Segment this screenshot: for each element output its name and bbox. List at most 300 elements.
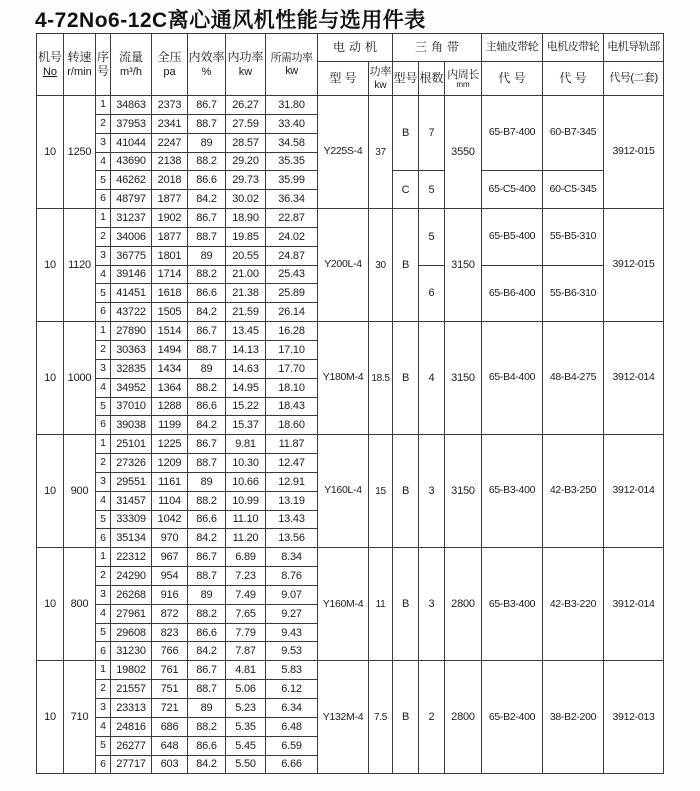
flow-cell: 31237 bbox=[111, 209, 152, 228]
internal-power-cell: 7.23 bbox=[226, 567, 266, 586]
internal-power-cell: 29.20 bbox=[226, 152, 266, 171]
rail-code-cell: 3912-015 bbox=[604, 209, 664, 322]
required-power-cell: 22.87 bbox=[266, 209, 318, 228]
required-power-cell: 9.07 bbox=[266, 585, 318, 604]
header-belt-count: 根数 bbox=[419, 62, 445, 96]
motor-model-cell: Y132M-4 bbox=[318, 661, 369, 774]
motor-power-cell: 11 bbox=[369, 548, 393, 661]
row-index-cell: 6 bbox=[96, 529, 111, 548]
pressure-cell: 2247 bbox=[152, 133, 188, 152]
row-index-cell: 4 bbox=[96, 265, 111, 284]
pressure-cell: 2341 bbox=[152, 114, 188, 133]
row-index-cell: 1 bbox=[96, 435, 111, 454]
motor-model-cell: Y160L-4 bbox=[318, 435, 369, 548]
flow-cell: 26277 bbox=[111, 736, 152, 755]
shaft-pulley-cell: 65-B5-400 bbox=[482, 209, 543, 266]
flow-cell: 26268 bbox=[111, 585, 152, 604]
efficiency-cell: 88.7 bbox=[188, 114, 226, 133]
row-index-cell: 3 bbox=[96, 699, 111, 718]
table-row bbox=[37, 548, 664, 567]
flow-cell: 34952 bbox=[111, 378, 152, 397]
required-power-cell: 6.12 bbox=[266, 680, 318, 699]
motor-model-cell: Y225S-4 bbox=[318, 96, 369, 209]
required-power-cell: 8.34 bbox=[266, 548, 318, 567]
rail-code-cell: 3912-014 bbox=[604, 435, 664, 548]
internal-power-cell: 11.10 bbox=[226, 510, 266, 529]
machine-no-cell: 10 bbox=[37, 435, 64, 548]
efficiency-cell: 86.7 bbox=[188, 661, 226, 680]
pressure-cell: 2018 bbox=[152, 171, 188, 190]
internal-power-cell: 5.06 bbox=[226, 680, 266, 699]
row-index-cell: 3 bbox=[96, 359, 111, 378]
efficiency-cell: 89 bbox=[188, 133, 226, 152]
row-index-cell: 5 bbox=[96, 284, 111, 303]
table-body bbox=[37, 96, 664, 774]
row-index-cell: 6 bbox=[96, 190, 111, 209]
flow-cell: 30363 bbox=[111, 340, 152, 359]
motor-power-cell: 15 bbox=[369, 435, 393, 548]
belt-model-cell: B bbox=[393, 96, 419, 171]
flow-cell: 39146 bbox=[111, 265, 152, 284]
efficiency-cell: 84.2 bbox=[188, 529, 226, 548]
pressure-cell: 1209 bbox=[152, 454, 188, 473]
efficiency-cell: 86.6 bbox=[188, 510, 226, 529]
pressure-cell: 1801 bbox=[152, 246, 188, 265]
motor-pulley-cell: 60-C5-345 bbox=[543, 171, 604, 209]
belt-count-cell: 6 bbox=[419, 265, 445, 322]
shaft-pulley-cell: 65-C5-400 bbox=[482, 171, 543, 209]
header-motor-model: 型 号 bbox=[318, 62, 369, 96]
machine-no-cell: 10 bbox=[37, 209, 64, 322]
header-required-power: 所需功率 kw bbox=[266, 34, 318, 96]
motor-pulley-cell: 60-B7-345 bbox=[543, 96, 604, 171]
header-shaft-pulley-code: 代 号 bbox=[482, 62, 543, 96]
internal-power-cell: 20.55 bbox=[226, 246, 266, 265]
belt-count-cell: 7 bbox=[419, 96, 445, 171]
row-index-cell: 5 bbox=[96, 510, 111, 529]
efficiency-cell: 88.2 bbox=[188, 265, 226, 284]
shaft-pulley-cell: 65-B2-400 bbox=[482, 661, 543, 774]
internal-power-cell: 21.00 bbox=[226, 265, 266, 284]
required-power-cell: 9.43 bbox=[266, 623, 318, 642]
motor-pulley-cell: 48-B4-275 bbox=[543, 322, 604, 435]
pressure-cell: 2373 bbox=[152, 96, 188, 115]
required-power-cell: 17.70 bbox=[266, 359, 318, 378]
required-power-cell: 16.28 bbox=[266, 322, 318, 341]
efficiency-cell: 86.7 bbox=[188, 322, 226, 341]
header-seq: 序 号 bbox=[96, 34, 111, 96]
flow-cell: 27717 bbox=[111, 755, 152, 774]
required-power-cell: 18.10 bbox=[266, 378, 318, 397]
efficiency-cell: 84.2 bbox=[188, 190, 226, 209]
required-power-cell: 6.66 bbox=[266, 755, 318, 774]
flow-cell: 29608 bbox=[111, 623, 152, 642]
required-power-cell: 6.48 bbox=[266, 717, 318, 736]
header-belt-group: 三角带 bbox=[393, 34, 482, 62]
pressure-cell: 872 bbox=[152, 604, 188, 623]
efficiency-cell: 86.7 bbox=[188, 548, 226, 567]
belt-count-cell: 3 bbox=[419, 435, 445, 548]
row-index-cell: 6 bbox=[96, 642, 111, 661]
required-power-cell: 13.19 bbox=[266, 491, 318, 510]
pressure-cell: 1364 bbox=[152, 378, 188, 397]
belt-length-cell: 3150 bbox=[445, 322, 482, 435]
table-row bbox=[37, 322, 664, 341]
internal-power-cell: 28.57 bbox=[226, 133, 266, 152]
motor-power-cell: 37 bbox=[369, 96, 393, 209]
efficiency-cell: 88.7 bbox=[188, 680, 226, 699]
efficiency-cell: 84.2 bbox=[188, 416, 226, 435]
speed-cell: 710 bbox=[64, 661, 96, 774]
internal-power-cell: 7.79 bbox=[226, 623, 266, 642]
table-row bbox=[37, 209, 664, 228]
required-power-cell: 13.56 bbox=[266, 529, 318, 548]
efficiency-cell: 88.7 bbox=[188, 227, 226, 246]
required-power-cell: 31.80 bbox=[266, 96, 318, 115]
internal-power-cell: 19.85 bbox=[226, 227, 266, 246]
flow-cell: 31457 bbox=[111, 491, 152, 510]
row-index-cell: 3 bbox=[96, 472, 111, 491]
motor-model-cell: Y200L-4 bbox=[318, 209, 369, 322]
required-power-cell: 34.58 bbox=[266, 133, 318, 152]
row-index-cell: 5 bbox=[96, 397, 111, 416]
pressure-cell: 1902 bbox=[152, 209, 188, 228]
flow-cell: 35134 bbox=[111, 529, 152, 548]
internal-power-cell: 14.63 bbox=[226, 359, 266, 378]
pressure-cell: 1104 bbox=[152, 491, 188, 510]
flow-cell: 36775 bbox=[111, 246, 152, 265]
header-efficiency: 内效率 % bbox=[188, 34, 226, 96]
header-rail: 电机导轨部 bbox=[604, 34, 664, 62]
pressure-cell: 1505 bbox=[152, 303, 188, 322]
flow-cell: 34006 bbox=[111, 227, 152, 246]
shaft-pulley-cell: 65-B3-400 bbox=[482, 435, 543, 548]
header-motor-pulley-code: 代 号 bbox=[543, 62, 604, 96]
header-internal-power: 内功率 kw bbox=[226, 34, 266, 96]
row-index-cell: 2 bbox=[96, 454, 111, 473]
pressure-cell: 1877 bbox=[152, 190, 188, 209]
required-power-cell: 18.60 bbox=[266, 416, 318, 435]
flow-cell: 33309 bbox=[111, 510, 152, 529]
pressure-cell: 761 bbox=[152, 661, 188, 680]
pressure-cell: 954 bbox=[152, 567, 188, 586]
pressure-cell: 648 bbox=[152, 736, 188, 755]
pressure-cell: 1714 bbox=[152, 265, 188, 284]
belt-model-cell: B bbox=[393, 435, 419, 548]
belt-count-cell: 5 bbox=[419, 171, 445, 209]
row-index-cell: 5 bbox=[96, 736, 111, 755]
belt-length-cell: 3550 bbox=[445, 96, 482, 209]
efficiency-cell: 88.2 bbox=[188, 378, 226, 397]
internal-power-cell: 5.50 bbox=[226, 755, 266, 774]
flow-cell: 23313 bbox=[111, 699, 152, 718]
internal-power-cell: 6.89 bbox=[226, 548, 266, 567]
motor-power-cell: 18.5 bbox=[369, 322, 393, 435]
efficiency-cell: 86.7 bbox=[188, 435, 226, 454]
efficiency-cell: 89 bbox=[188, 246, 226, 265]
internal-power-cell: 13.45 bbox=[226, 322, 266, 341]
efficiency-cell: 86.7 bbox=[188, 96, 226, 115]
header-pressure: 全压 pa bbox=[152, 34, 188, 96]
row-index-cell: 1 bbox=[96, 661, 111, 680]
motor-power-cell: 7.5 bbox=[369, 661, 393, 774]
belt-model-cell: C bbox=[393, 171, 419, 209]
internal-power-cell: 11.20 bbox=[226, 529, 266, 548]
internal-power-cell: 26.27 bbox=[226, 96, 266, 115]
efficiency-cell: 88.2 bbox=[188, 152, 226, 171]
efficiency-cell: 86.6 bbox=[188, 171, 226, 190]
flow-cell: 25101 bbox=[111, 435, 152, 454]
required-power-cell: 6.59 bbox=[266, 736, 318, 755]
header-rail-code: 代号(二套) bbox=[604, 62, 664, 96]
pressure-cell: 1042 bbox=[152, 510, 188, 529]
flow-cell: 37953 bbox=[111, 114, 152, 133]
pressure-cell: 751 bbox=[152, 680, 188, 699]
header-machine-no: 机号 No bbox=[37, 34, 64, 96]
internal-power-cell: 5.23 bbox=[226, 699, 266, 718]
belt-count-cell: 2 bbox=[419, 661, 445, 774]
internal-power-cell: 15.22 bbox=[226, 397, 266, 416]
belt-model-cell: B bbox=[393, 322, 419, 435]
flow-cell: 37010 bbox=[111, 397, 152, 416]
required-power-cell: 9.27 bbox=[266, 604, 318, 623]
table-header bbox=[37, 34, 664, 96]
motor-pulley-cell: 42-B3-220 bbox=[543, 548, 604, 661]
pressure-cell: 686 bbox=[152, 717, 188, 736]
required-power-cell: 35.35 bbox=[266, 152, 318, 171]
row-index-cell: 2 bbox=[96, 114, 111, 133]
efficiency-cell: 89 bbox=[188, 585, 226, 604]
flow-cell: 43690 bbox=[111, 152, 152, 171]
motor-pulley-cell: 55-B5-310 bbox=[543, 209, 604, 266]
pressure-cell: 1494 bbox=[152, 340, 188, 359]
row-index-cell: 4 bbox=[96, 717, 111, 736]
page-title: 4-72No6-12C离心通风机性能与选用件表 bbox=[35, 9, 426, 32]
belt-length-cell: 2800 bbox=[445, 548, 482, 661]
efficiency-cell: 89 bbox=[188, 472, 226, 491]
required-power-cell: 11.87 bbox=[266, 435, 318, 454]
row-index-cell: 2 bbox=[96, 227, 111, 246]
rail-code-cell: 3912-014 bbox=[604, 322, 664, 435]
internal-power-cell: 29.73 bbox=[226, 171, 266, 190]
row-index-cell: 4 bbox=[96, 491, 111, 510]
efficiency-cell: 86.6 bbox=[188, 397, 226, 416]
pressure-cell: 603 bbox=[152, 755, 188, 774]
header-belt-length: 内周长 mm bbox=[445, 62, 482, 96]
internal-power-cell: 9.81 bbox=[226, 435, 266, 454]
pressure-cell: 1161 bbox=[152, 472, 188, 491]
efficiency-cell: 86.6 bbox=[188, 284, 226, 303]
belt-model-cell: B bbox=[393, 209, 419, 322]
row-index-cell: 4 bbox=[96, 604, 111, 623]
internal-power-cell: 18.90 bbox=[226, 209, 266, 228]
row-index-cell: 1 bbox=[96, 96, 111, 115]
pressure-cell: 1199 bbox=[152, 416, 188, 435]
efficiency-cell: 88.2 bbox=[188, 717, 226, 736]
header-belt-model: 型号 bbox=[393, 62, 419, 96]
internal-power-cell: 14.13 bbox=[226, 340, 266, 359]
row-index-cell: 5 bbox=[96, 623, 111, 642]
row-index-cell: 3 bbox=[96, 246, 111, 265]
internal-power-cell: 10.99 bbox=[226, 491, 266, 510]
flow-cell: 46262 bbox=[111, 171, 152, 190]
flow-cell: 22312 bbox=[111, 548, 152, 567]
row-index-cell: 6 bbox=[96, 303, 111, 322]
flow-cell: 41451 bbox=[111, 284, 152, 303]
internal-power-cell: 21.59 bbox=[226, 303, 266, 322]
internal-power-cell: 14.95 bbox=[226, 378, 266, 397]
required-power-cell: 12.91 bbox=[266, 472, 318, 491]
required-power-cell: 5.83 bbox=[266, 661, 318, 680]
efficiency-cell: 88.2 bbox=[188, 604, 226, 623]
efficiency-cell: 84.2 bbox=[188, 642, 226, 661]
header-motor-group: 电动机 bbox=[318, 34, 393, 62]
belt-model-cell: B bbox=[393, 661, 419, 774]
header-shaft-pulley: 主轴皮带轮 bbox=[482, 34, 543, 62]
required-power-cell: 25.43 bbox=[266, 265, 318, 284]
internal-power-cell: 30.02 bbox=[226, 190, 266, 209]
required-power-cell: 25.89 bbox=[266, 284, 318, 303]
header-flow: 流量 m³/h bbox=[111, 34, 152, 96]
efficiency-cell: 88.7 bbox=[188, 567, 226, 586]
row-index-cell: 4 bbox=[96, 152, 111, 171]
belt-count-cell: 3 bbox=[419, 548, 445, 661]
header-speed: 转速 r/min bbox=[64, 34, 96, 96]
table-row bbox=[37, 96, 664, 115]
flow-cell: 19802 bbox=[111, 661, 152, 680]
flow-cell: 31230 bbox=[111, 642, 152, 661]
motor-model-cell: Y180M-4 bbox=[318, 322, 369, 435]
flow-cell: 27890 bbox=[111, 322, 152, 341]
flow-cell: 48797 bbox=[111, 190, 152, 209]
flow-cell: 41044 bbox=[111, 133, 152, 152]
motor-pulley-cell: 42-B3-250 bbox=[543, 435, 604, 548]
pressure-cell: 823 bbox=[152, 623, 188, 642]
flow-cell: 27326 bbox=[111, 454, 152, 473]
internal-power-cell: 5.45 bbox=[226, 736, 266, 755]
pressure-cell: 1225 bbox=[152, 435, 188, 454]
internal-power-cell: 4.81 bbox=[226, 661, 266, 680]
pressure-cell: 721 bbox=[152, 699, 188, 718]
flow-cell: 21557 bbox=[111, 680, 152, 699]
pressure-cell: 1288 bbox=[152, 397, 188, 416]
row-index-cell: 2 bbox=[96, 340, 111, 359]
table-row bbox=[37, 435, 664, 454]
row-index-cell: 2 bbox=[96, 567, 111, 586]
speed-cell: 1120 bbox=[64, 209, 96, 322]
internal-power-cell: 7.87 bbox=[226, 642, 266, 661]
belt-length-cell: 3150 bbox=[445, 435, 482, 548]
speed-cell: 1250 bbox=[64, 96, 96, 209]
internal-power-cell: 5.35 bbox=[226, 717, 266, 736]
belt-length-cell: 2800 bbox=[445, 661, 482, 774]
pressure-cell: 1434 bbox=[152, 359, 188, 378]
required-power-cell: 8.76 bbox=[266, 567, 318, 586]
pressure-cell: 2138 bbox=[152, 152, 188, 171]
machine-no-cell: 10 bbox=[37, 661, 64, 774]
header-motor-power: 功率 kw bbox=[369, 62, 393, 96]
internal-power-cell: 27.59 bbox=[226, 114, 266, 133]
motor-model-cell: Y160M-4 bbox=[318, 548, 369, 661]
row-index-cell: 3 bbox=[96, 133, 111, 152]
motor-power-cell: 30 bbox=[369, 209, 393, 322]
speed-cell: 900 bbox=[64, 435, 96, 548]
machine-no-cell: 10 bbox=[37, 322, 64, 435]
row-index-cell: 1 bbox=[96, 209, 111, 228]
efficiency-cell: 86.6 bbox=[188, 623, 226, 642]
belt-count-cell: 4 bbox=[419, 322, 445, 435]
rail-code-cell: 3912-013 bbox=[604, 661, 664, 774]
motor-pulley-cell: 55-B6-310 bbox=[543, 265, 604, 322]
belt-count-cell: 5 bbox=[419, 209, 445, 266]
flow-cell: 43722 bbox=[111, 303, 152, 322]
shaft-pulley-cell: 65-B6-400 bbox=[482, 265, 543, 322]
pressure-cell: 970 bbox=[152, 529, 188, 548]
row-index-cell: 1 bbox=[96, 322, 111, 341]
belt-model-cell: B bbox=[393, 548, 419, 661]
table-row bbox=[37, 661, 664, 680]
speed-cell: 1000 bbox=[64, 322, 96, 435]
required-power-cell: 35.99 bbox=[266, 171, 318, 190]
flow-cell: 34863 bbox=[111, 96, 152, 115]
flow-cell: 24816 bbox=[111, 717, 152, 736]
machine-no-cell: 10 bbox=[37, 96, 64, 209]
pressure-cell: 967 bbox=[152, 548, 188, 567]
internal-power-cell: 21.38 bbox=[226, 284, 266, 303]
pressure-cell: 916 bbox=[152, 585, 188, 604]
internal-power-cell: 10.66 bbox=[226, 472, 266, 491]
speed-cell: 800 bbox=[64, 548, 96, 661]
pressure-cell: 1618 bbox=[152, 284, 188, 303]
efficiency-cell: 86.7 bbox=[188, 209, 226, 228]
shaft-pulley-cell: 65-B4-400 bbox=[482, 322, 543, 435]
efficiency-cell: 86.6 bbox=[188, 736, 226, 755]
belt-length-cell: 3150 bbox=[445, 209, 482, 322]
flow-cell: 29551 bbox=[111, 472, 152, 491]
required-power-cell: 24.87 bbox=[266, 246, 318, 265]
flow-cell: 27961 bbox=[111, 604, 152, 623]
machine-no-cell: 10 bbox=[37, 548, 64, 661]
required-power-cell: 36.34 bbox=[266, 190, 318, 209]
internal-power-cell: 7.65 bbox=[226, 604, 266, 623]
internal-power-cell: 15.37 bbox=[226, 416, 266, 435]
efficiency-cell: 89 bbox=[188, 359, 226, 378]
required-power-cell: 9.53 bbox=[266, 642, 318, 661]
rail-code-cell: 3912-014 bbox=[604, 548, 664, 661]
row-index-cell: 2 bbox=[96, 680, 111, 699]
required-power-cell: 24.02 bbox=[266, 227, 318, 246]
required-power-cell: 13.43 bbox=[266, 510, 318, 529]
pressure-cell: 1514 bbox=[152, 322, 188, 341]
internal-power-cell: 7.49 bbox=[226, 585, 266, 604]
efficiency-cell: 84.2 bbox=[188, 303, 226, 322]
efficiency-cell: 88.7 bbox=[188, 454, 226, 473]
shaft-pulley-cell: 65-B7-400 bbox=[482, 96, 543, 171]
required-power-cell: 26.14 bbox=[266, 303, 318, 322]
row-index-cell: 5 bbox=[96, 171, 111, 190]
rail-code-cell: 3912-015 bbox=[604, 96, 664, 209]
required-power-cell: 12.47 bbox=[266, 454, 318, 473]
row-index-cell: 6 bbox=[96, 416, 111, 435]
pressure-cell: 1877 bbox=[152, 227, 188, 246]
row-index-cell: 4 bbox=[96, 378, 111, 397]
efficiency-cell: 88.2 bbox=[188, 491, 226, 510]
efficiency-cell: 84.2 bbox=[188, 755, 226, 774]
header-motor-pulley: 电机皮带轮 bbox=[543, 34, 604, 62]
flow-cell: 39038 bbox=[111, 416, 152, 435]
flow-cell: 24290 bbox=[111, 567, 152, 586]
row-index-cell: 1 bbox=[96, 548, 111, 567]
